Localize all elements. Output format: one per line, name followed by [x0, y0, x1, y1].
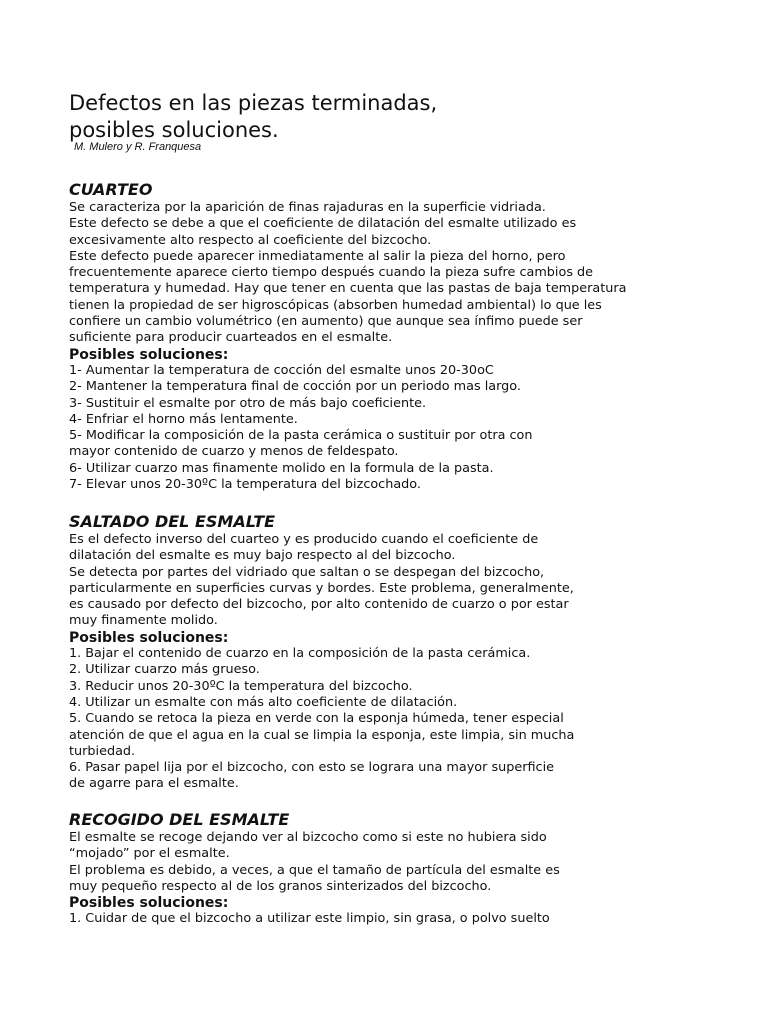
- solutions-heading: Posibles soluciones:: [69, 346, 229, 363]
- text-line: El problema es debido, a veces, a que el tamaño de partícula del esmalte es: [69, 862, 560, 878]
- title-line: posibles soluciones.: [69, 118, 279, 142]
- text-line: El esmalte se recoge dejando ver al bizcocho como si este no hubiera sido: [69, 830, 547, 845]
- text-line: “mojado” por el esmalte.: [69, 846, 230, 862]
- text-line: frecuentemente aparece cierto tiempo después cuando la pieza sufre cambios de: [69, 265, 594, 281]
- section-saltado-del-esmalte: [69, 512, 574, 793]
- text-line: 3- Sustituir el esmalte por otro de más bajo coeficiente.: [69, 395, 427, 411]
- text-line: 5. Cuando se retoca la pieza en verde con la esponja húmeda, tener especial: [69, 711, 564, 727]
- text-line: 2. Utilizar cuarzo más grueso.: [69, 662, 260, 678]
- solutions-list: [69, 646, 574, 793]
- text-line: 1. Cuidar de que el bizcocho a utilizar este limpio, sin grasa, o polvo suelto: [69, 911, 550, 927]
- text-line: excesivamente alto respecto al coeficiente del bizcocho.: [69, 232, 432, 248]
- text-line: 4. Utilizar un esmalte con más alto coeficiente de dilatación.: [69, 694, 458, 710]
- text-line: 6. Pasar papel lija por el bizcocho, con esto se lograra una mayor superficie: [69, 760, 555, 776]
- text-line: 5- Modificar la composición de la pasta cerámica o sustituir por otra con: [69, 428, 533, 444]
- section-description: [69, 532, 574, 630]
- solutions-list: [69, 363, 626, 493]
- text-line: 6- Utilizar cuarzo mas finamente molido en la formula de la pasta.: [69, 460, 494, 476]
- text-line: 3. Reducir unos 20-30ºC la temperatura del bizcocho.: [69, 678, 413, 694]
- section-heading: CUARTEO: [69, 180, 153, 199]
- title-line: Defectos en las piezas terminadas,: [69, 91, 438, 115]
- text-line: muy pequeño respecto al de los granos sinterizados del bizcocho.: [69, 878, 492, 894]
- solutions-list: [69, 911, 560, 927]
- text-line: confiere un cambio volumétrico (en aumento) que aunque sea ínfimo puede ser: [69, 314, 583, 330]
- text-line: Se detecta por partes del vidriado que saltan o se despegan del bizcocho,: [69, 564, 545, 580]
- document-title: [69, 90, 437, 144]
- document-authors: M. Mulero y R. Franquesa: [74, 141, 202, 153]
- text-line: es causado por defecto del bizcocho, por alto contenido de cuarzo o por estar: [69, 597, 569, 613]
- section-heading: SALTADO DEL ESMALTE: [69, 512, 276, 531]
- text-line: turbiedad.: [69, 743, 136, 759]
- text-line: Se caracteriza por la aparición de finas rajaduras en la superficie vidriada.: [69, 200, 546, 215]
- section-description: [69, 830, 560, 895]
- text-line: Es el defecto inverso del cuarteo y es producido cuando el coeficiente de: [69, 532, 539, 547]
- text-line: mayor contenido de cuarzo y menos de feldespato.: [69, 444, 399, 460]
- text-line: 1. Bajar el contenido de cuarzo en la composición de la pasta cerámica.: [69, 646, 531, 662]
- text-line: 1- Aumentar la temperatura de cocción del esmalte unos 20-30oC: [69, 362, 494, 378]
- text-line: Este defecto puede aparecer inmediatamente al salir la pieza del horno, pero: [69, 248, 566, 264]
- solutions-heading: Posibles soluciones:: [69, 895, 229, 912]
- text-line: 4- Enfriar el horno más lentamente.: [69, 411, 298, 427]
- text-line: dilatación del esmalte es muy bajo respecto al del bizcocho.: [69, 548, 456, 564]
- text-line: particularmente en superficies curvas y bordes. Este problema, generalmente,: [69, 580, 574, 596]
- text-line: muy finamente molido.: [69, 613, 218, 629]
- section-description: [69, 200, 626, 347]
- text-line: Este defecto se debe a que el coeficiente de dilatación del esmalte utilizado es: [69, 216, 577, 232]
- section-recogido-del-esmalte: [69, 810, 560, 928]
- text-line: temperatura y humedad. Hay que tener en cuenta que las pastas de baja temperatura: [69, 281, 627, 297]
- text-line: suficiente para producir cuarteados en el esmalte.: [69, 330, 393, 346]
- section-heading: RECOGIDO DEL ESMALTE: [69, 810, 290, 829]
- text-line: atención de que el agua en la cual se limpia la esponja, este limpia, sin mucha: [69, 727, 575, 743]
- text-line: de agarre para el esmalte.: [69, 776, 239, 792]
- section-cuarteo: [69, 180, 626, 493]
- text-line: 2- Mantener la temperatura final de cocción por un periodo mas largo.: [69, 379, 521, 395]
- text-line: tienen la propiedad de ser higroscópicas (absorben humedad ambiental) lo que les: [69, 297, 602, 313]
- text-line: 7- Elevar unos 20-30ºC la temperatura del bizcochado.: [69, 477, 421, 493]
- solutions-heading: Posibles soluciones:: [69, 629, 229, 646]
